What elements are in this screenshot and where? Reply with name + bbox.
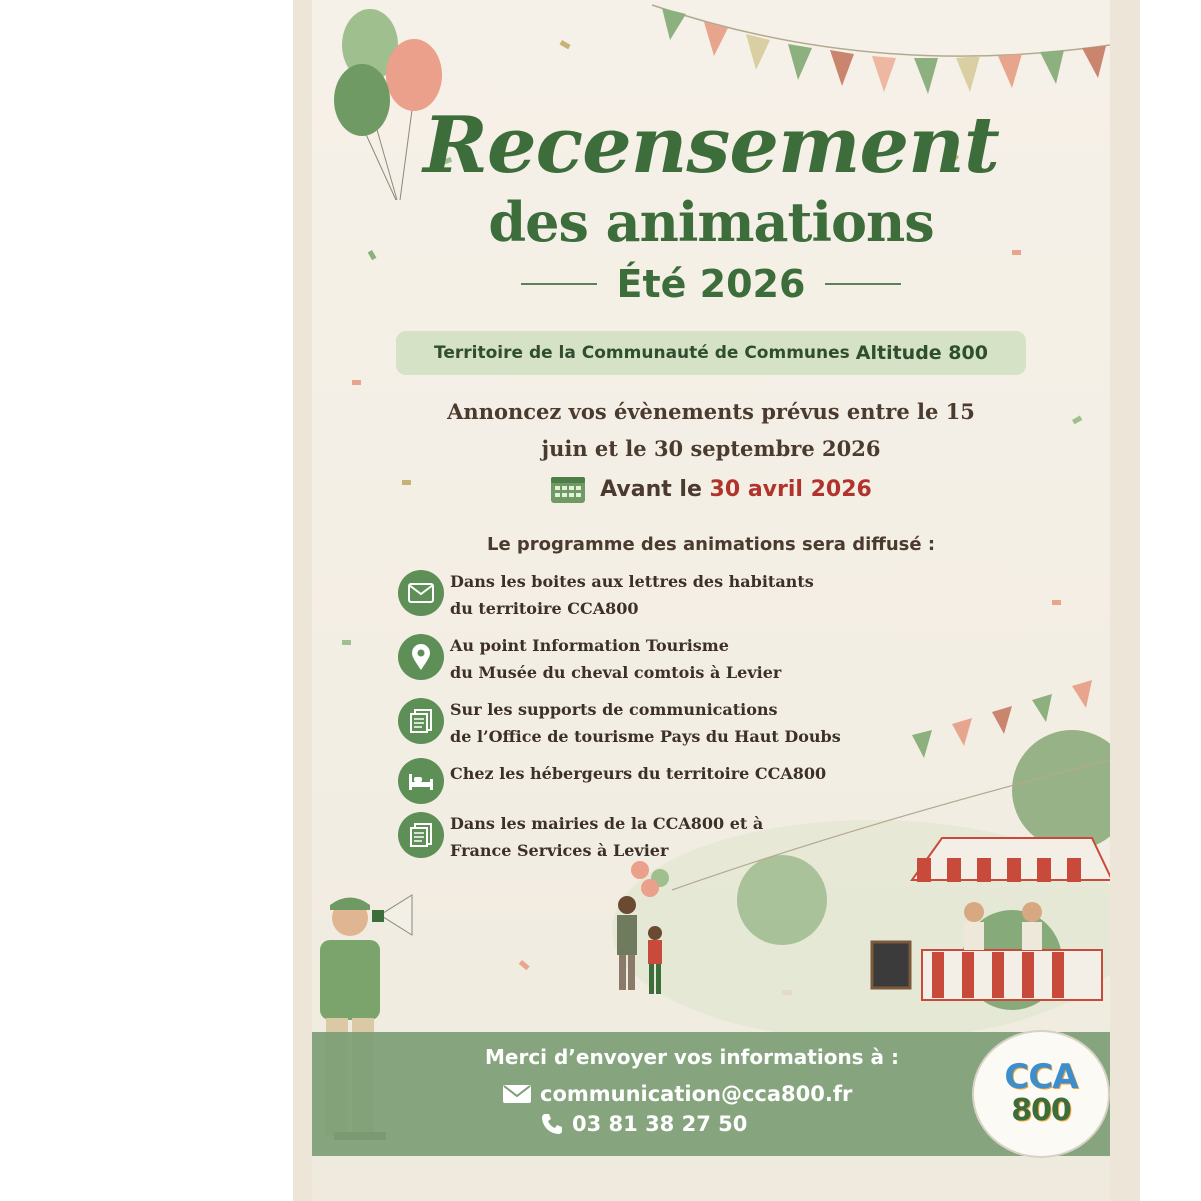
mail-icon <box>502 1083 532 1105</box>
list-item <box>398 634 781 686</box>
mail-icon <box>398 570 444 616</box>
cca800-logo <box>972 1030 1110 1158</box>
bed-icon <box>398 758 444 804</box>
documents-icon <box>398 812 444 858</box>
location-pin-icon <box>398 634 444 680</box>
documents-icon <box>398 698 444 744</box>
list-item-line-1: Dans les mairies de la CCA800 et à <box>450 814 764 833</box>
list-item-line-2: du Musée du cheval comtois à Levier <box>450 663 782 682</box>
list-item-line-1: Au point Information Tourisme <box>450 636 729 655</box>
announcement <box>372 393 1050 467</box>
list-item-line-2: France Services à Levier <box>450 841 669 860</box>
territory-prefix: Territoire de la Communauté de Communes <box>434 343 850 363</box>
phone-icon <box>540 1112 564 1136</box>
territory-banner <box>396 331 1026 375</box>
footer-phone-row[interactable] <box>540 1112 747 1136</box>
subtitle-row <box>312 262 1110 306</box>
deadline-row <box>312 474 1110 504</box>
bunting-top-flags <box>662 8 1106 94</box>
logo-main: CCA <box>1004 1057 1078 1097</box>
poster <box>312 0 1110 1201</box>
list-item-line-1: Chez les hébergeurs du territoire CCA800 <box>450 764 827 783</box>
list-item <box>398 812 763 864</box>
deadline-text <box>600 477 872 502</box>
subtitle: Été 2026 <box>616 262 806 306</box>
announcement-line-2: juin et le 30 septembre 2026 <box>541 436 881 461</box>
program-heading: Le programme des animations sera diffusé : <box>486 534 936 555</box>
territory-name: Altitude 800 <box>855 342 988 364</box>
logo-sub: 800 <box>1011 1093 1071 1128</box>
footer-heading: Merci d’envoyer vos informations à : <box>484 1045 900 1069</box>
list-item-line-2: de l’Office de tourisme Pays du Haut Doubs <box>450 727 841 746</box>
subtitle-rule-left <box>521 283 597 285</box>
announcement-line-1: Annoncez vos évènements prévus entre le 15 <box>447 399 975 424</box>
title-line-2: des animations <box>488 190 934 254</box>
list-item-line-1: Sur les supports de communications <box>450 700 778 719</box>
subtitle-rule-right <box>825 283 901 285</box>
calendar-icon <box>550 474 586 504</box>
list-item <box>398 570 814 622</box>
footer-email[interactable]: communication@cca800.fr <box>540 1082 853 1106</box>
title-line-1: Recensement <box>423 100 999 191</box>
footer-phone[interactable]: 03 81 38 27 50 <box>572 1112 748 1136</box>
list-item-line-1: Dans les boites aux lettres des habitants <box>450 572 814 591</box>
footer-email-row[interactable] <box>502 1082 852 1106</box>
list-item <box>398 758 826 804</box>
deadline-date: 30 avril 2026 <box>709 476 872 502</box>
list-item-line-2: du territoire CCA800 <box>450 599 639 618</box>
deadline-prefix: Avant le <box>600 476 702 502</box>
list-item <box>398 698 841 750</box>
